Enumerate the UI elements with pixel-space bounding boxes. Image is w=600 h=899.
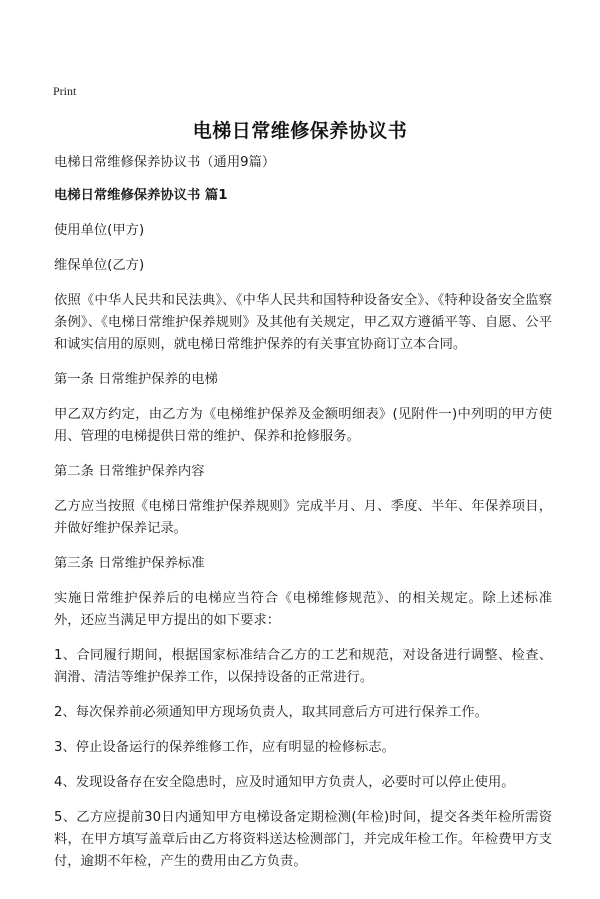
requirement-item-5: 5、乙方应提前30日内通知甲方电梯设备定期检测(年检)时间，提交各类年检所需资料，在甲方填写盖章后由乙方将资料送达检测部门，并完成年检工作。年检费甲方支付，逾期不年检，产生的费用由乙方负责。 [54,810,552,869]
document-subtitle: 电梯日常维修保养协议书（通用9篇） [54,155,276,170]
article-3-heading: 第三条 日常维护保养标准 [54,556,205,571]
requirement-item-4: 4、发现设备存在安全隐患时，应及时通知甲方负责人，必要时可以停止使用。 [54,775,515,790]
article-3-paragraph: 实施日常维护保养后的电梯应当符合《电梯维修规范》、的相关规定。除上述标准外，还应当满足甲方提出的如下要求： [54,591,552,628]
article-1-paragraph: 甲乙双方约定，由乙方为《电梯维护保养及金额明细表》(见附件一)中列明的甲方使用、管理的电梯提供日常的维护、保养和抢修服务。 [54,407,552,444]
document-title: 电梯日常维修保养协议书 [192,120,408,142]
article-2-heading: 第二条 日常维护保养内容 [54,464,205,479]
requirement-item-3: 3、停止设备运行的保养维修工作，应有明显的检修标志。 [54,740,395,755]
party-b-line: 维保单位(乙方) [54,258,145,273]
document-body [54,152,552,886]
requirement-item-1: 1、合同履行期间，根据国家标准结合乙方的工艺和规范，对设备进行调整、检查、润滑、清洁等维护保养工作，以保持设备的正常进行。 [54,648,552,685]
article-2-paragraph: 乙方应当按照《电梯日常维护保养规则》完成半月、月、季度、半年、年保养项目，并做好维护保养记录。 [54,499,552,536]
print-label: Print [53,84,77,98]
party-a-line: 使用单位(甲方) [54,223,145,238]
article-1-heading: 第一条 日常维护保养的电梯 [54,372,218,387]
preamble-paragraph: 依照《中华人民共和民法典》、《中华人民共和国特种设备安全》、《特种设备安全监察条例》、《电梯日常维护保养规则》及其他有关规定，甲乙双方遵循平等、自愿、公平和诚实信用的原则，就电梯日常维护保养的有关事宜协商订立本合同。 [54,293,552,352]
requirement-item-2: 2、每次保养前必须通知甲方现场负责人，取其同意后方可进行保养工作。 [54,705,488,720]
section-heading: 电梯日常维修保养协议书 篇1 [54,188,228,203]
